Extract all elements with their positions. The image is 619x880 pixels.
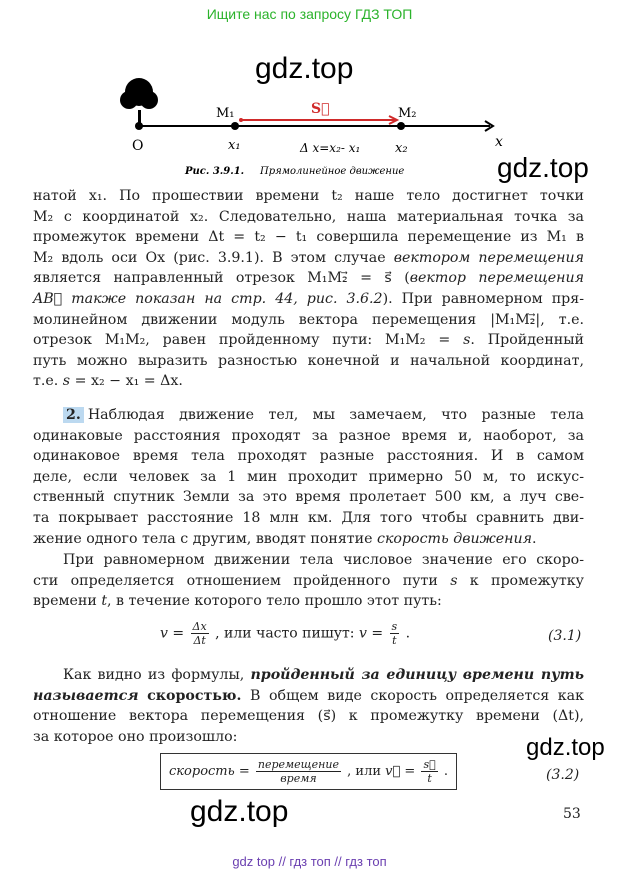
text: путь можно выразить разностью конечной и начальной координат, (33, 352, 584, 369)
label-origin: O (132, 138, 144, 154)
formula-lhs: скорость = (169, 764, 250, 779)
fraction (421, 758, 437, 785)
watermark: gdz.top (190, 795, 289, 828)
text: ( (165, 249, 179, 266)
watermark: gdz.top (497, 152, 589, 183)
header-note: Ищите нас по запросу ГДЗ ТОП (206, 6, 413, 22)
denominator: t (392, 634, 397, 647)
emphasized-text: пройденный за единицу времени путь (250, 667, 584, 683)
text-line (33, 227, 584, 248)
emphasized-text: AB⃗ также показан на стр. 44, рис. 3.6.2 (33, 290, 383, 307)
text: отрезок M₁M₂, равен пройденному пути: M₁M₂ = (33, 332, 464, 349)
formula-lhs: v = (358, 625, 384, 642)
label-m2: M₂ (398, 106, 417, 121)
text-line (33, 310, 584, 331)
equation-number: (3.1) (548, 628, 582, 644)
text: отношение вектора перемещения (s⃗) к промежутку времени (Δt), (33, 708, 584, 725)
text-line (33, 727, 584, 748)
text: является направленный отрезок M₁M₂⃗ = s⃗ ( (33, 270, 410, 287)
emphasized-text: скорость движения (377, 530, 533, 547)
label-m1: M₁ (216, 106, 235, 121)
numerator: s (391, 620, 398, 633)
motion-figure (100, 70, 520, 185)
text: времени (33, 593, 102, 610)
formula-lhs: v = (160, 625, 185, 642)
caption-label: Рис. 3.9.1. (185, 166, 245, 177)
denominator: Δt (193, 634, 206, 647)
text-line (33, 529, 584, 550)
text: та покрывает расстояние 18 млн км. Для того чтобы сравнить дви- (33, 509, 584, 526)
text: деле, если человек за 1 мин проходит примерно 50 м, то искус- (33, 468, 584, 485)
text-line (33, 426, 584, 447)
label-delta: Δ x=x₂- x₁ (300, 141, 361, 155)
text: При равномерном движении тела числовое значение его скоро- (63, 552, 584, 568)
text: ). В этом случае (253, 249, 394, 266)
emphasized-text: s (450, 572, 458, 589)
text: Как видно из формулы, (63, 667, 251, 683)
text-line (33, 665, 584, 686)
point-origin (135, 122, 143, 130)
page-number: 53 (563, 806, 581, 822)
text-line (33, 446, 584, 467)
paragraph-4 (33, 665, 584, 747)
text-line (33, 371, 584, 392)
emphasized-text: t (101, 593, 108, 610)
paragraph-2 (33, 405, 584, 549)
text: к промежутку (457, 572, 584, 589)
denominator: t (427, 772, 432, 785)
text-line (33, 591, 584, 612)
denominator: время (280, 772, 317, 785)
formula-text: , или (347, 764, 382, 779)
text: за которое оно произошло: (33, 728, 238, 745)
text: = x₂ − x₁ = Δx. (70, 373, 183, 390)
paragraph-3 (33, 550, 584, 612)
text: M₂ вдоль оси (33, 249, 146, 266)
text: т.е. (33, 373, 63, 390)
numerator: s⃗ (423, 758, 436, 771)
text-line (33, 351, 584, 372)
text: одинаковые расстояния проходят за разное время и, наоборот, за (33, 427, 584, 444)
label-x1: x₁ (228, 138, 241, 153)
paragraph-number: 2. (63, 407, 84, 423)
footer-note[interactable]: gdz top // гдз топ // гдз топ (232, 854, 387, 869)
text-line (33, 268, 584, 289)
text-line (33, 508, 584, 529)
fraction (256, 758, 341, 785)
text: ственный спутник Земли за это время пролетает 500 км, а луч све- (33, 489, 584, 506)
text: . Пройденный (470, 332, 584, 349)
text-line (33, 248, 584, 269)
text-line (33, 207, 584, 228)
text: В общем виде скорость определяется как (241, 687, 584, 704)
text-line (33, 550, 584, 571)
watermark: gdz.top (526, 734, 605, 761)
text-line (33, 487, 584, 508)
label-vector: S⃗ (311, 101, 330, 117)
label-x2: x₂ (395, 141, 408, 156)
point-m1 (231, 122, 239, 130)
emphasized-text: s (463, 332, 471, 349)
text: молинейном движении модуль вектора перемещения |M₁M₂⃗|, т.е. (33, 311, 584, 328)
text-line (33, 467, 584, 488)
emphasized-text: вектором перемещения (393, 249, 584, 266)
text-line (33, 571, 584, 592)
label-axis-x: x (495, 134, 503, 150)
text-line (33, 686, 584, 707)
point-m2 (397, 122, 405, 130)
text (139, 688, 148, 704)
fraction (191, 620, 209, 647)
equation-number: (3.2) (546, 767, 580, 783)
emphasized-text: называется (33, 687, 139, 704)
text: Наблюдая движение тел, мы замечаем, что разные тела (87, 407, 584, 423)
formula-end: . (443, 764, 448, 779)
formula-end: . (405, 625, 411, 642)
paragraph-1 (33, 186, 584, 392)
text-line (33, 706, 584, 727)
text: Ox (145, 249, 166, 266)
text-line (33, 289, 584, 310)
text: жение одного тела с другим, вводят понятие (33, 530, 377, 547)
text: промежуток времени Δt = t₂ − t₁ совершила перемещение из M₁ в (33, 229, 584, 246)
text: ). При равномерном пря- (382, 290, 584, 307)
formula-text: , или часто пишут: (215, 625, 355, 642)
text: . (532, 530, 537, 547)
text: рис. 3.9.1 (178, 249, 254, 266)
text: , в течение которого тело прошло этот путь: (107, 593, 442, 610)
text-line (33, 405, 584, 426)
tree-icon (120, 78, 158, 126)
numerator: Δx (192, 620, 207, 633)
emphasized-text: s (62, 373, 71, 390)
numerator: перемещение (257, 758, 340, 771)
fraction (390, 620, 400, 647)
emphasized-text: вектор перемещения (409, 270, 585, 287)
text: одинаковое время тела проходят разные расстояния. И в самом (33, 448, 584, 465)
formula-3-1 (160, 620, 410, 647)
watermark: gdz.top (255, 52, 354, 85)
text-line (33, 186, 584, 207)
text: сти определяется отношением пройденного пути (33, 572, 451, 589)
caption-text: Прямолинейное движение (260, 166, 405, 177)
emphasized-text: скоростью. (147, 687, 242, 704)
text: M₂ с координатой x₂. Следовательно, наша материальная точка за (33, 208, 584, 225)
formula-3-2-box (160, 753, 457, 790)
formula-lhs: v⃗ = (385, 764, 416, 779)
text: натой x₁. По прошествии времени t₂ наше тело достигнет точки (33, 188, 584, 204)
text-line (33, 330, 584, 351)
